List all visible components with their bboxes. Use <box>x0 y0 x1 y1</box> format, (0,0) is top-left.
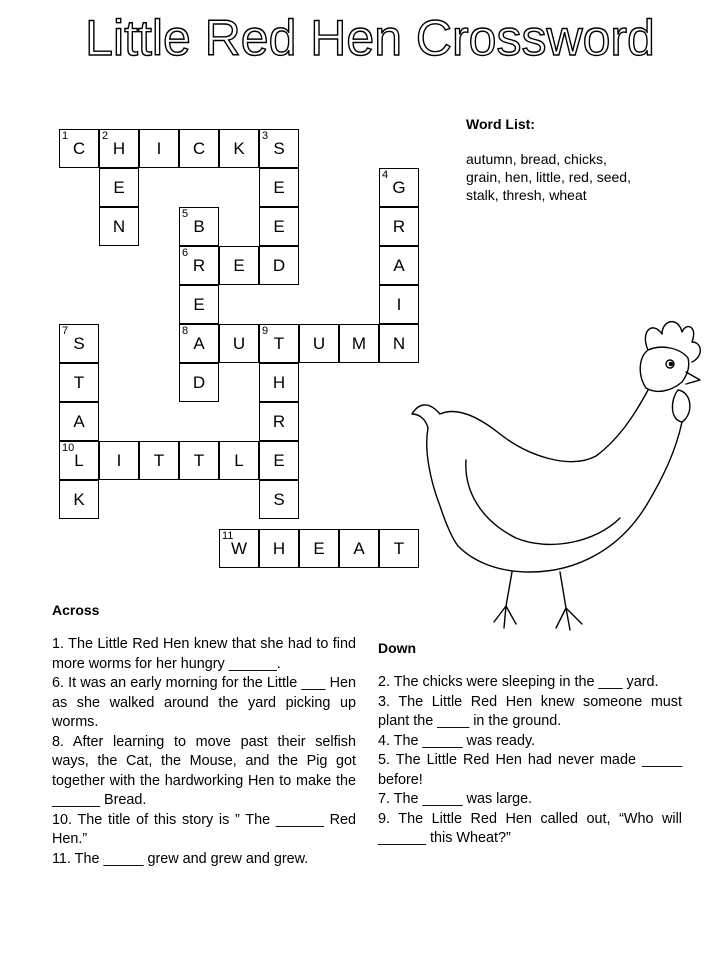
clue-down-7: 7. The _____ was large. <box>378 791 533 807</box>
grid-cell[interactable]: M <box>339 324 379 363</box>
grid-cell[interactable]: 5 B <box>179 207 219 246</box>
grid-cell[interactable]: T <box>59 363 99 402</box>
grid-cell[interactable]: A <box>339 529 379 568</box>
clue-down-3: 3. The Little Red Hen knew someone must plant the ____ in the ground. <box>378 693 682 729</box>
clue-across-1: 1. The Little Red Hen knew that she had to find more worms for her hungry ______. <box>52 636 356 672</box>
grid-cell[interactable]: U <box>299 324 339 363</box>
word-list-words: autumn, bread, chicks, grain, hen, little, red, seed, stalk, thresh, wheat <box>466 151 631 203</box>
grid-cell[interactable]: H <box>259 529 299 568</box>
grid-cell[interactable]: 9 T <box>259 324 299 363</box>
grid-cell[interactable]: 4 G <box>379 168 419 207</box>
grid-cell[interactable]: 10 L <box>59 441 99 480</box>
grid-cell[interactable]: I <box>379 285 419 324</box>
clue-across-10: 10. The title of this story is ” The ______ Red Hen.” <box>52 811 356 847</box>
grid-cell[interactable]: E <box>299 529 339 568</box>
grid-cell[interactable]: 6 R <box>179 246 219 285</box>
grid-cell[interactable]: I <box>99 441 139 480</box>
word-list <box>466 116 706 204</box>
grid-cell[interactable]: 3 S <box>259 129 299 168</box>
grid-cell[interactable]: C <box>179 129 219 168</box>
clue-down-9: 9. The Little Red Hen called out, “Who will ______ this Wheat?” <box>378 810 682 846</box>
grid-cell[interactable]: 8 A <box>179 324 219 363</box>
grid-cell[interactable]: E <box>259 441 299 480</box>
grid-cell[interactable]: E <box>99 168 139 207</box>
grid-cell[interactable]: R <box>379 207 419 246</box>
grid-cell[interactable]: T <box>379 529 419 568</box>
grid-cell[interactable]: E <box>259 168 299 207</box>
grid-cell[interactable]: L <box>219 441 259 480</box>
grid-cell[interactable]: E <box>219 246 259 285</box>
grid-cell[interactable]: N <box>99 207 139 246</box>
grid-cell[interactable]: E <box>179 285 219 324</box>
page-title-text: Little Red Hen Crossword <box>85 10 655 66</box>
down-clues <box>378 640 682 849</box>
grid-cell[interactable]: E <box>259 207 299 246</box>
across-clues <box>52 602 356 869</box>
grid-cell[interactable]: T <box>179 441 219 480</box>
clue-across-11: 11. The _____ grew and grew and grew. <box>52 850 309 867</box>
clue-down-5: 5. The Little Red Hen had never made _____ before! <box>378 752 682 788</box>
grid-cell[interactable]: A <box>379 246 419 285</box>
grid-cell[interactable]: K <box>219 129 259 168</box>
grid-cell[interactable]: 1 C <box>59 129 99 168</box>
clue-down-4: 4. The _____ was ready. <box>378 732 536 749</box>
grid-cell[interactable]: A <box>59 402 99 441</box>
grid-cell[interactable]: T <box>139 441 179 480</box>
grid-cell[interactable]: K <box>59 480 99 519</box>
hen-illustration-icon <box>400 310 710 640</box>
word-list-heading: Word List: <box>466 116 535 132</box>
clue-across-8: 8. After learning to move past their selfish ways, the Cat, the Mouse, and the Pig got together with the hardworking Hen to make the ______ Bread. <box>52 733 356 808</box>
grid-cell[interactable]: D <box>179 363 219 402</box>
grid-cell[interactable]: U <box>219 324 259 363</box>
grid-cell[interactable]: 11 W <box>219 529 259 568</box>
grid-cell[interactable]: 2 H <box>99 129 139 168</box>
across-heading: Across <box>52 602 100 618</box>
grid-cell[interactable]: R <box>259 402 299 441</box>
grid-cell[interactable]: S <box>259 480 299 519</box>
grid-cell[interactable]: H <box>259 363 299 402</box>
grid-cell[interactable]: 7 S <box>59 324 99 363</box>
grid-cell[interactable]: I <box>139 129 179 168</box>
down-heading: Down <box>378 640 417 656</box>
grid-cell[interactable]: D <box>259 246 299 285</box>
clue-down-2: 2. The chicks were sleeping in the ___ yard. <box>378 674 659 690</box>
grid-cell[interactable]: N <box>379 324 419 363</box>
clue-across-6: 6. It was an early morning for the Little ___ Hen as she walked around the yard picking up worms. <box>52 675 356 730</box>
